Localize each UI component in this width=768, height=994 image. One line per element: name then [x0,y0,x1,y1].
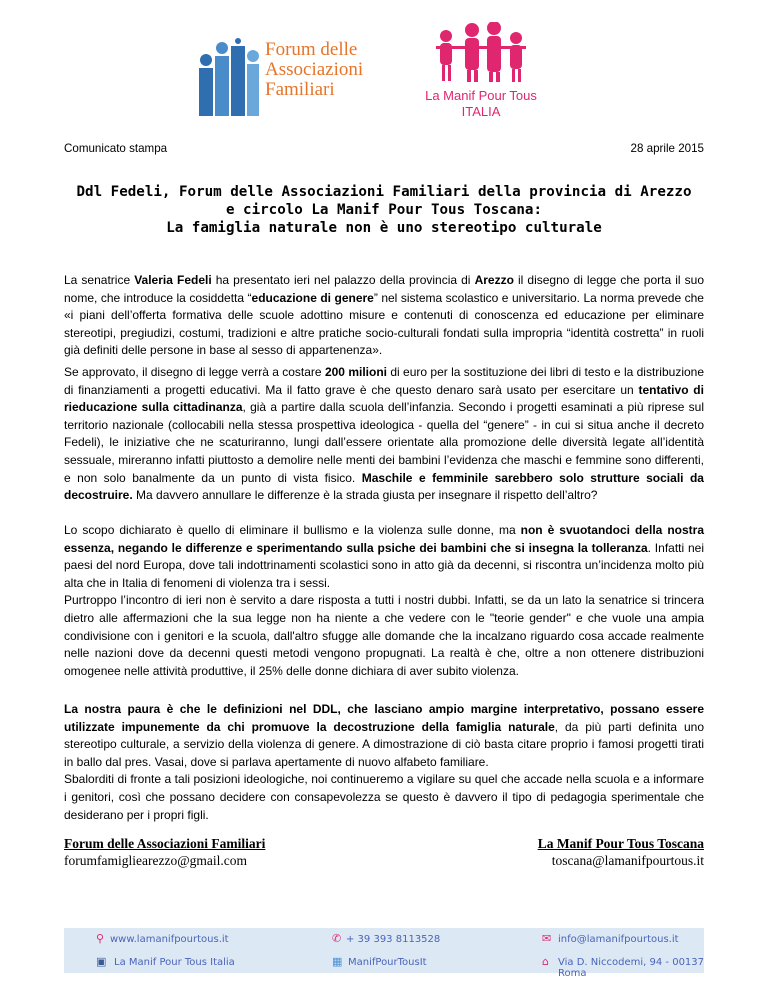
signature-forum-email[interactable]: forumfamigliearezzo@gmail.com [64,853,247,868]
paragraph-4 [64,701,704,824]
footer-bar [64,928,705,979]
footer-phone[interactable]: + 39 393 8113528 [346,934,441,945]
search-icon: ⚲ [96,932,105,945]
p4-text-a: , da più parti definita uno stereotipo culturale, a servizio della violenza di genere. A dimostrazione di ciò basta citare proprio i famosi progetti tirati in ballo dal pres. Vasai, dove si parlava apertamente di nuovo alfabeto familiare. [64,719,704,769]
p1-bold-1: Valeria Fedeli [134,273,212,287]
signature-manif-email[interactable]: toscana@lamanifpourtous.it [551,853,704,868]
p2-text-e: Ma davvero annullare le differenze è la strada giusta per insegnare il rispetto dell’altro? [132,488,598,503]
press-release-label: Comunicato stampa [64,142,168,155]
title-line-3: La famiglia naturale non è uno stereotipo culturale [166,220,602,236]
footer-email[interactable]: info@lamanifpourtous.it [558,934,679,945]
footer-twitter[interactable]: ManifPourTousIt [348,957,427,968]
date-label: 28 aprile 2015 [630,142,704,155]
p2-bold-3: Maschile e femminile sarebbero solo strutture sociali da decostruire. [64,470,704,503]
p1-text-e: ” nel sistema scolastico e universitario. La norma prevede che «i piani dell’offerta formativa delle scuole adottino misure e contenuti di conoscenza ed educazione per eliminare stereotipi, pregiudizi, costumi, tradizioni e altre pratiche socio-culturali fondati sulla impropria “identità costretta” in ruoli già definiti delle persone in base al sesso di appartenenza». [64,290,704,358]
paragraph-2 [64,364,704,505]
footer-address: Via D. Niccodemi, 94 - 00137 Roma [558,957,705,979]
forum-logo-line2: Associazioni [265,59,364,80]
facebook-icon: ▣ [96,955,107,968]
meta-row [64,142,704,155]
manif-family-icon [416,22,546,84]
manif-logo-country: ITALIA [461,104,501,119]
p1-text-c: ha presentato ieri nel palazzo della provincia di [211,273,475,287]
p1-bold-3: educazione di genere [251,290,374,305]
page-title [64,183,704,237]
forum-people-icon [193,38,263,122]
forum-logo [193,34,364,124]
p3-text-a: Lo scopo dichiarato è quello di eliminare il bullismo e la violenza sulle donne, ma [64,523,521,537]
p4-text-c: Sbalorditi di fronte a tali posizioni ideologiche, noi continueremo a vigilare su quel che accade nella scuola e a informare i genitori, così che possano decidere con consapevolezza se questo è davvero il tipo di pedagogia sperimentale che desiderano per i propri figli. [64,772,704,822]
signature-manif-name: La Manif Pour Tous Toscana [537,836,704,851]
p2-bold-2: tentativo di rieducazione sulla cittadinanza [64,382,704,415]
p2-text-c: di euro per la sostituzione dei libri di testo e la distribuzione di finanziamenti a progetti educativi. Ma il fatto grave è che questo denaro sarà usato per esercitare un [64,365,705,397]
forum-logo-line1: Forum delle [265,39,358,60]
title-line-2: e circolo La Manif Pour Tous Toscana: [225,202,543,218]
paragraph-3 [64,522,704,680]
p1-text-a: La senatrice [64,273,135,287]
signature-forum-name: Forum delle Associazioni Familiari [64,836,266,851]
forum-logo-line3: Familiari [265,79,335,100]
p1-text-d: il disegno di legge che porta il suo nome, che introduce la cosiddetta “ [64,273,705,305]
signature-manif [538,835,704,869]
footer-facebook[interactable]: La Manif Pour Tous Italia [114,957,235,968]
home-icon: ⌂ [542,955,549,968]
manif-logo-name: La Manif Pour Tous [425,88,537,103]
p3-text-c: . Infatti nei paesi del nord Europa, dove tali indottrinamenti scolastici sono in atto già da decenni, si riscontra un’incidenza molto più alta che in Italia di fenomeni di violenza tra i sessi. [64,540,704,590]
phone-icon: ✆ [332,932,342,945]
p3-text-d: Purtroppo l’incontro di ieri non è servito a dare risposta a tutti i nostri dubbi. Infatti, se da un lato la senatrice si trincera dietro alle affermazioni che la sua legge non ha niente a che vedere con le "teorie gender" e che vuole una ampia condivisione con i genitori e la scuola, dall'altro sfugge alle domande che la incalzano riguardo cosa accade realmente nelle nazioni dove da decenni questi metodi vengono propugnati. La realtà è che, oltre a non ottenere distribuzioni omogenee nelle attività produttive, il 25% delle donne dichiara di aver subito violenza. [64,593,704,678]
title-line-1: Ddl Fedeli, Forum delle Associazioni Familiari della provincia di Arezzo [76,184,692,200]
p2-text-d: , già a partire dalla scuola dell’infanzia. Secondo i progetti esaminati a più riprese sul territorio nazionale (collocabili nella stessa prospettiva ideologica - quella del “genere” - in cui si situa anche il decreto Fedeli), le iniziative che ne scaturiranno, lungi dall’essere orientate alla promozione delle diversità legate all’identità sessuale, mireranno infatti piuttosto a demolire nelle menti dei bambini l’evidenza che maschi e femmine sono differenti, e non solo banalmente da un punto di vista fisico. [64,400,705,485]
p2-bold-1: 200 milioni [324,365,387,379]
signature-forum [64,835,265,869]
mail-icon: ✉ [542,932,552,945]
twitter-icon: ▦ [332,955,343,968]
manif-logo [416,22,546,124]
paragraph-1 [64,272,704,360]
p1-bold-2: Arezzo [474,273,514,287]
p3-bold-1: non è svuotandoci della nostra essenza, negando le differenze e sperimentando sulla psiche dei bambini che si insegna la tolleranza [64,523,704,555]
p4-bold-1: La nostra paura è che le definizioni nel DDL, che lasciano ampio margine interpretativo, possano essere utilizzate impunemente da chi promuove la decostruzione della famiglia naturale [64,702,704,734]
footer-website[interactable]: www.lamanifpourtous.it [110,934,229,945]
p2-text-a: Se approvato, il disegno di legge verrà a costare [64,365,325,379]
